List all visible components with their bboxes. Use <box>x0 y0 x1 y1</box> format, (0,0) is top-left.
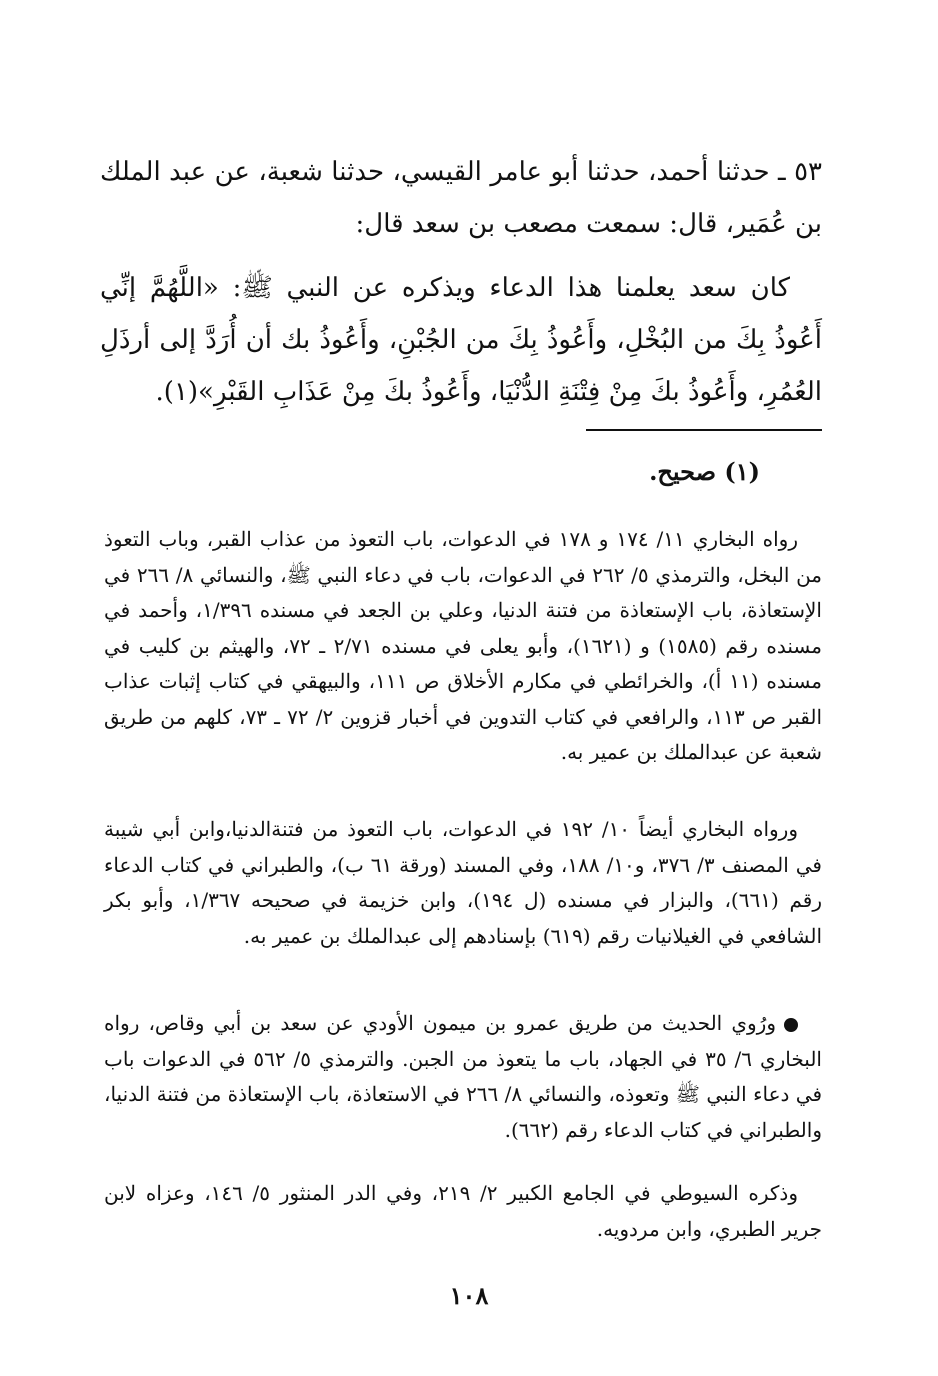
hadith-chain-text: ٥٣ ـ حدثنا أحمد، حدثنا أبو عامر القيسي، حدثنا شعبة، عن عبد الملك بن عُمَير، قال: سمعت مصعب بن سعد قال: <box>100 157 822 239</box>
footnote-paragraph-1: رواه البخاري ١١/ ١٧٤ و ١٧٨ في الدعوات، باب التعوذ من عذاب القبر، وباب التعوذ من البخل، والترمذي ٥/ ٢٦٢ في الدعوات، باب في دعاء النبي ﷺ، والنسائي ٨/ ٢٦٦ في الإستعاذة، باب الإستعاذة من فتنة الدنيا، وعلي بن الجعد في مسنده ١/٣٩٦، وأحمد في مسنده رقم (١٥٨٥) و (١٦٢١)، وأبو يعلى في مسنده ٢/٧١ ـ ٧٢، والهيثم بن كليب في مسنده (١١ أ)، والخرائطي في مكارم الأخلاق ص ١١١، والبيهقي في كتاب إثبات عذاب القبر ص ١١٣، والرافعي في كتاب التدوين في أخبار قزوين ٢/ ٧٢ ـ ٧٣، كلهم من طريق شعبة عن عبدالملك بن عمير به. <box>104 527 823 764</box>
footnote-paragraph-2: ورواه البخاري أيضاً ١٠/ ١٩٢ في الدعوات، باب التعوذ من فتنةالدنيا،وابن أبي شيبة في المصنف ٣/ ٣٧٦، و١٠/ ١٨٨، وفي المسند (ورقة ٦١ ب)، والطبراني في كتاب الدعاء رقم (٦٦١)، والبزار في مسنده (ل ١٩٤)، وابن خزيمة في صحيحه ١/٣٦٧، وأبو بكر الشافعي في الغيلانيات رقم (٦١٩) بإسنادهم إلى عبدالملك بن عمير به. <box>104 817 822 948</box>
bullet-icon <box>784 1018 798 1032</box>
footnote-paragraph-3-text: ورُوي الحديث من طريق عمرو بن ميمون الأودي عن سعد بن أبي وقاص، رواه البخاري ٦/ ٣٥ في الجهاد، باب ما يتعوذ من الجبن. والترمذي ٥/ ٥٦٢ في الدعوات باب في دعاء النبي ﷺ وتعوذه، والنسائي ٨/ ٢٦٦ في الاستعاذة، باب الإستعاذة من فتنة الدنيا، والطبراني في كتاب الدعاء رقم (٦٦٢). <box>104 1011 823 1142</box>
page-number: ١٠٨ <box>449 1281 489 1310</box>
footnote-paragraph-3 <box>104 1006 822 1148</box>
footnote-grade: (١) صحيح. <box>649 457 760 486</box>
footnote-paragraph-4: وذكره السيوطي في الجامع الكبير ٢/ ٢١٩، وفي الدر المنثور ٥/ ١٤٦، وعزاه لابن جرير الطبري، وابن مردويه. <box>104 1181 822 1241</box>
footnote-divider <box>586 429 822 431</box>
hadith-body-text: كان سعد يعلمنا هذا الدعاء ويذكره عن النبي ﷺ: «اللَّهُمَّ إنِّي أَعُوذُ بِكَ من البُخْلِ، وأَعُوذُ بِكَ من الجُبْنِ، وأَعُوذُ بك أن أُرَدَّ إلى أرذَلِ العُمُرِ، وأَعُوذُ بكَ مِنْ فِتْنَةِ الدُّنْيَا، وأَعُوذُ بكَ مِنْ عَذَابِ القَبْرِ»(١). <box>100 273 822 407</box>
